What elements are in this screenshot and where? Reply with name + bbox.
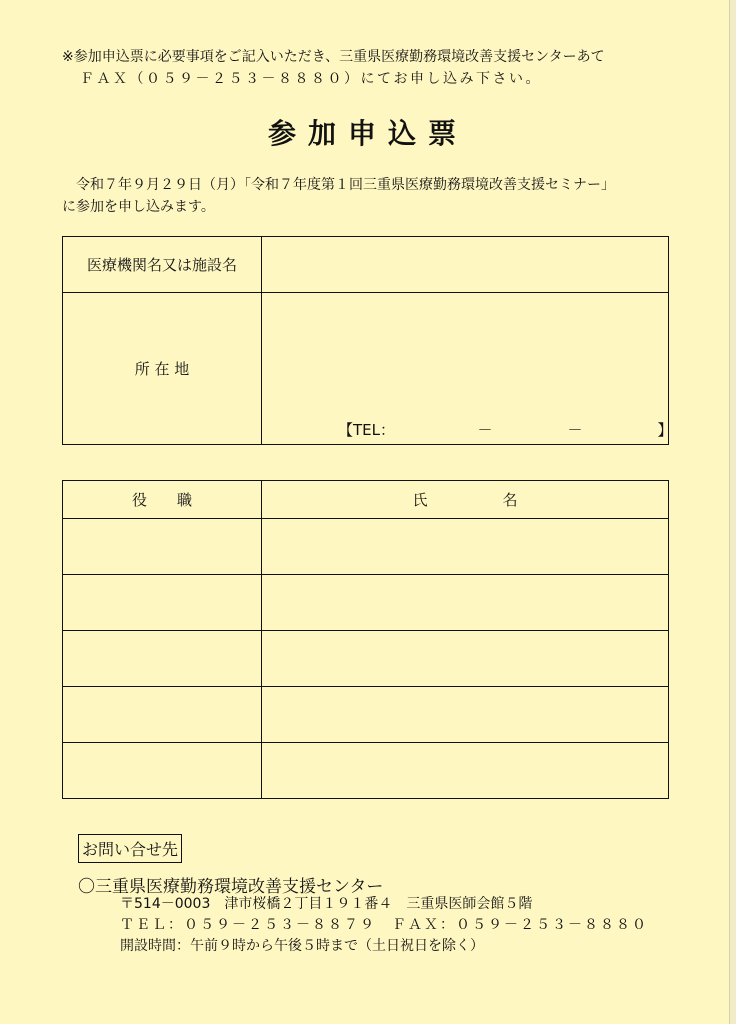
attendee-table [62, 480, 669, 799]
notice-line-2: ＦＡＸ（０５９－２５３－８８８０）にてお申し込み下さい。 [80, 71, 542, 87]
contact-address: 〒514－0003 津市桜橋２丁目１９１番４ 三重県医師会館５階 [120, 896, 533, 912]
institution-label: 医療機関名又は施設名 [63, 237, 262, 293]
address-field[interactable] [262, 293, 673, 445]
position-header: 役 職 [63, 481, 262, 519]
position-field[interactable] [63, 631, 262, 687]
contact-heading: お問い合せ先 [78, 834, 182, 863]
contact-heading-wrap [78, 834, 182, 863]
name-field[interactable] [262, 687, 669, 743]
institution-table [62, 236, 673, 445]
name-field[interactable] [262, 519, 669, 575]
contact-info [120, 894, 648, 957]
table-row [63, 687, 669, 743]
tel-label: 【TEL： － － 】 [338, 421, 673, 439]
name-field[interactable] [262, 631, 669, 687]
name-header: 氏 名 [262, 481, 669, 519]
name-field[interactable] [262, 743, 669, 799]
position-field[interactable] [63, 519, 262, 575]
position-field[interactable] [63, 575, 262, 631]
intro-line-2: に参加を申し込みます。 [62, 199, 215, 215]
contact-tel-fax: ＴＥＬ：０５９－２５３－８８７９ ＦＡＸ：０５９－２５３－８８８０ [120, 917, 648, 933]
page-title: 参加申込票 [267, 117, 468, 150]
institution-field[interactable] [262, 237, 669, 293]
table-row [63, 743, 669, 799]
page-edge [729, 0, 736, 1024]
table-row [63, 519, 669, 575]
name-field[interactable] [262, 575, 669, 631]
address-label: 所 在 地 [63, 293, 262, 445]
table-row [63, 631, 669, 687]
submission-notice [62, 46, 605, 90]
contact-hours: 開設時間：午前９時から午後５時まで（土日祝日を除く） [120, 938, 484, 954]
table-row [63, 575, 669, 631]
intro-text [62, 174, 615, 218]
contact-org: 〇三重県医療勤務環境改善支援センター [78, 877, 384, 897]
position-field[interactable] [63, 687, 262, 743]
position-field[interactable] [63, 743, 262, 799]
notice-line-1: ※参加申込票に必要事項をご記入いただき、三重県医療勤務環境改善支援センターあて [62, 49, 605, 65]
intro-line-1: 令和７年９月２９日（月）「令和７年度第１回三重県医療勤務環境改善支援セミナー」 [76, 177, 615, 193]
